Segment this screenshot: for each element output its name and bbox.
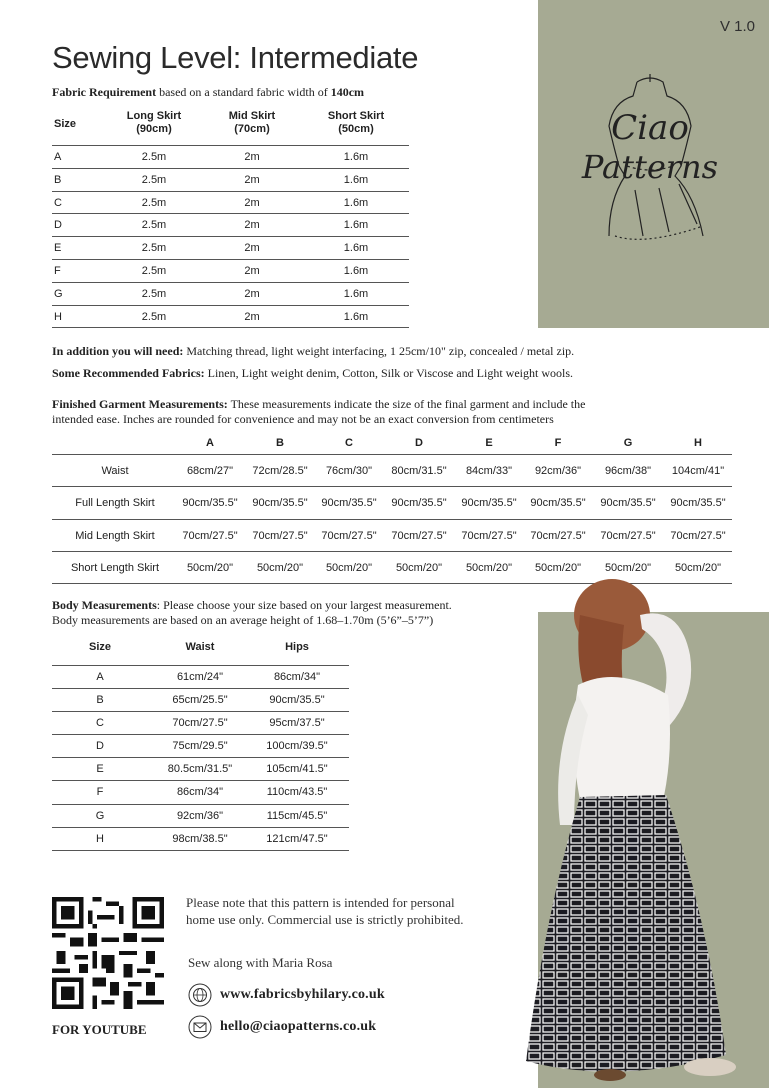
header-size: Size <box>54 118 77 130</box>
cell-size: E <box>96 763 104 776</box>
table-cell: 70cm/27.5" <box>252 529 308 542</box>
header-size-c: C <box>345 437 353 449</box>
header-long-skirt: Long Skirt (90cm) <box>126 110 182 135</box>
table-cell: 84cm/33" <box>465 465 513 477</box>
cell-size: D <box>96 740 104 753</box>
cell-waist: 61cm/24" <box>176 671 224 683</box>
envelope-icon <box>188 1015 212 1039</box>
row-label: Full Length Skirt <box>75 497 155 510</box>
finished-text-2: intended ease. Inches are rounded for convenience and may not be an exact conversion from centimeters <box>52 412 554 426</box>
cell-long: 2.5m <box>141 310 167 323</box>
cell-hips: 86cm/34" <box>273 671 321 683</box>
finished-garment-intro <box>52 397 732 427</box>
table-cell: 90cm/35.5" <box>461 497 517 510</box>
cell-long: 2.5m <box>141 219 167 232</box>
header-size-e: E <box>485 437 493 449</box>
cell-hips: 95cm/37.5" <box>269 717 325 730</box>
cell-long: 2.5m <box>141 287 167 300</box>
cell-size: F <box>96 786 104 799</box>
header-size-d: D <box>415 437 423 449</box>
additional-text: Matching thread, light weight interfacing, 1 25cm/10" zip, concealed / metal zip. <box>186 344 575 358</box>
finished-text-1: These measurements indicate the size of the final garment and include the <box>230 397 586 411</box>
body-label: Body Measurements <box>52 598 157 612</box>
body-measurements-table <box>52 636 349 851</box>
table-cell: 90cm/35.5" <box>391 497 447 510</box>
table-cell: 90cm/35.5" <box>321 497 377 510</box>
cell-short: 1.6m <box>343 219 369 232</box>
header-short-skirt: Short Skirt (50cm) <box>327 110 385 135</box>
table-row <box>52 805 349 828</box>
table-row <box>52 237 409 260</box>
cell-size: A <box>54 151 62 163</box>
table-cell: 90cm/35.5" <box>530 497 586 510</box>
table-row <box>52 306 409 329</box>
cell-waist: 75cm/29.5" <box>172 740 228 753</box>
cell-mid: 2m <box>244 219 260 232</box>
qr-code[interactable] <box>52 897 164 1009</box>
table-cell: 68cm/27" <box>186 465 234 477</box>
row-label: Mid Length Skirt <box>75 529 155 542</box>
cell-long: 2.5m <box>141 151 167 163</box>
cell-mid: 2m <box>244 242 260 255</box>
table-cell: 96cm/38" <box>604 465 652 477</box>
table-row <box>52 192 409 215</box>
cell-long: 2.5m <box>141 196 167 209</box>
cell-size: F <box>54 264 61 277</box>
cell-short: 1.6m <box>343 173 369 186</box>
cell-size: H <box>96 832 104 845</box>
sew-along-text: Sew along with Maria Rosa <box>188 955 333 970</box>
cell-size: B <box>96 694 104 707</box>
row-label: Short Length Skirt <box>70 561 160 574</box>
header-waist: Waist <box>185 641 215 653</box>
cell-waist: 92cm/36" <box>176 809 224 822</box>
cell-size: E <box>54 242 62 255</box>
cell-mid: 2m <box>244 196 260 209</box>
cell-waist: 98cm/38.5" <box>172 832 228 845</box>
table-cell: 50cm/20" <box>674 561 722 574</box>
table-cell: 50cm/20" <box>604 561 652 574</box>
table-cell: 50cm/20" <box>256 561 304 574</box>
table-cell: 76cm/30" <box>325 465 373 477</box>
model-photo <box>500 575 769 1088</box>
table-cell: 70cm/27.5" <box>391 529 447 542</box>
table-row <box>52 487 732 519</box>
table-header <box>52 636 349 666</box>
fabric-requirement-line <box>52 85 364 100</box>
email-link[interactable] <box>188 1014 376 1040</box>
table-row <box>52 214 409 237</box>
table-row <box>52 735 349 758</box>
body-text-1: : Please choose your size based on your largest measurement. <box>156 598 452 612</box>
body-text-2: Body measurements are based on an average height of 1.68–1.70m (5’6”–5’7”) <box>52 613 434 627</box>
finished-label: Finished Garment Measurements: <box>52 397 228 411</box>
cell-mid: 2m <box>244 151 260 163</box>
table-cell: 70cm/27.5" <box>182 529 238 542</box>
table-cell: 70cm/27.5" <box>670 529 726 542</box>
cell-size: C <box>54 196 62 209</box>
cell-size: C <box>96 717 104 730</box>
table-cell: 50cm/20" <box>465 561 513 574</box>
logo-text-ciao: Ciao <box>611 108 689 148</box>
table-cell: 104cm/41" <box>671 465 725 477</box>
header-mid-skirt: Mid Skirt (70cm) <box>228 110 276 135</box>
cell-hips: 121cm/47.5" <box>266 832 328 845</box>
cell-hips: 115cm/45.5" <box>266 809 328 822</box>
header-size-a: A <box>206 437 214 449</box>
fabric-requirement-table <box>52 104 409 328</box>
table-cell: 70cm/27.5" <box>321 529 377 542</box>
table-cell: 90cm/35.5" <box>252 497 308 510</box>
cell-waist: 65cm/25.5" <box>172 694 228 707</box>
table-row <box>52 260 409 283</box>
cell-short: 1.6m <box>343 151 369 163</box>
table-row <box>52 712 349 735</box>
cell-hips: 105cm/41.5" <box>266 763 328 776</box>
cell-size: G <box>95 809 105 822</box>
cell-size: G <box>54 287 63 300</box>
cell-size: B <box>54 173 62 186</box>
table-cell: 50cm/20" <box>186 561 234 574</box>
table-cell: 92cm/36" <box>534 465 582 477</box>
finished-garment-table <box>52 435 732 584</box>
table-cell: 72cm/28.5" <box>252 465 308 477</box>
ciao-patterns-logo <box>575 70 725 250</box>
cell-waist: 80.5cm/31.5" <box>167 763 233 776</box>
cell-size: D <box>54 219 62 232</box>
header-size-g: G <box>623 437 633 449</box>
website-text: www.fabricsbyhilary.co.uk <box>220 987 385 1002</box>
table-row <box>52 689 349 712</box>
cell-hips: 110cm/43.5" <box>266 786 328 799</box>
cell-waist: 86cm/34" <box>176 786 224 799</box>
table-row <box>52 781 349 804</box>
table-cell: 70cm/27.5" <box>530 529 586 542</box>
table-row <box>52 520 732 552</box>
table-row <box>52 828 349 851</box>
table-cell: 90cm/35.5" <box>600 497 656 510</box>
table-cell: 50cm/20" <box>325 561 373 574</box>
fabric-requirement-label: Fabric Requirement <box>52 85 157 99</box>
header-size-f: F <box>554 437 562 449</box>
table-header <box>52 435 732 455</box>
table-row <box>52 455 732 487</box>
table-row <box>52 666 349 689</box>
cell-size: H <box>54 310 62 323</box>
usage-note: Please note that this pattern is intended for personal home use only. Commercial use is strictly prohibited. <box>186 895 464 927</box>
recommended-text: Linen, Light weight denim, Cotton, Silk or Viscose and Light weight wools. <box>207 366 574 380</box>
table-row <box>52 169 409 192</box>
header-size-h: H <box>694 437 702 449</box>
cell-short: 1.6m <box>343 287 369 300</box>
table-cell: 80cm/31.5" <box>391 465 447 477</box>
recommended-label: Some Recommended Fabrics: <box>52 366 205 380</box>
globe-icon <box>188 983 212 1007</box>
cell-short: 1.6m <box>343 242 369 255</box>
cell-mid: 2m <box>244 264 260 277</box>
fabric-requirement-desc: based on a standard fabric width of <box>159 85 328 99</box>
table-row <box>52 758 349 781</box>
table-cell: 50cm/20" <box>534 561 582 574</box>
body-measurements-intro <box>52 598 532 628</box>
table-cell: 90cm/35.5" <box>670 497 726 510</box>
cell-short: 1.6m <box>343 310 369 323</box>
table-header <box>52 104 409 146</box>
table-cell: 50cm/20" <box>395 561 443 574</box>
cell-short: 1.6m <box>343 196 369 209</box>
header-size-b: B <box>276 437 284 449</box>
cell-mid: 2m <box>244 287 260 300</box>
table-cell: 70cm/27.5" <box>600 529 656 542</box>
cell-long: 2.5m <box>141 242 167 255</box>
email-text: hello@ciaopatterns.co.uk <box>220 1019 377 1034</box>
cell-mid: 2m <box>244 310 260 323</box>
table-row <box>52 146 409 169</box>
cell-hips: 100cm/39.5" <box>266 740 328 753</box>
cell-short: 1.6m <box>343 264 369 277</box>
cell-long: 2.5m <box>141 264 167 277</box>
logo-text-patterns: Patterns <box>581 148 719 186</box>
cell-waist: 70cm/27.5" <box>172 717 228 730</box>
additional-needs <box>52 344 574 359</box>
fabric-width: 140cm <box>330 85 365 99</box>
table-cell: 70cm/27.5" <box>461 529 517 542</box>
version-label: V 1.0 <box>720 18 756 35</box>
header-hips: Hips <box>285 641 309 653</box>
additional-label: In addition you will need: <box>52 344 184 358</box>
qr-label: FOR YOUTUBE <box>52 1022 147 1037</box>
table-row <box>52 283 409 306</box>
table-cell: 90cm/35.5" <box>182 497 238 510</box>
header-size: Size <box>88 641 111 653</box>
website-link[interactable] <box>188 982 385 1008</box>
cell-hips: 90cm/35.5" <box>269 694 325 707</box>
recommended-fabrics <box>52 366 573 381</box>
row-label: Waist <box>101 465 129 477</box>
cell-mid: 2m <box>244 173 260 186</box>
cell-size: A <box>96 671 104 683</box>
page-title: Sewing Level: Intermediate <box>52 40 419 75</box>
cell-long: 2.5m <box>141 173 167 186</box>
